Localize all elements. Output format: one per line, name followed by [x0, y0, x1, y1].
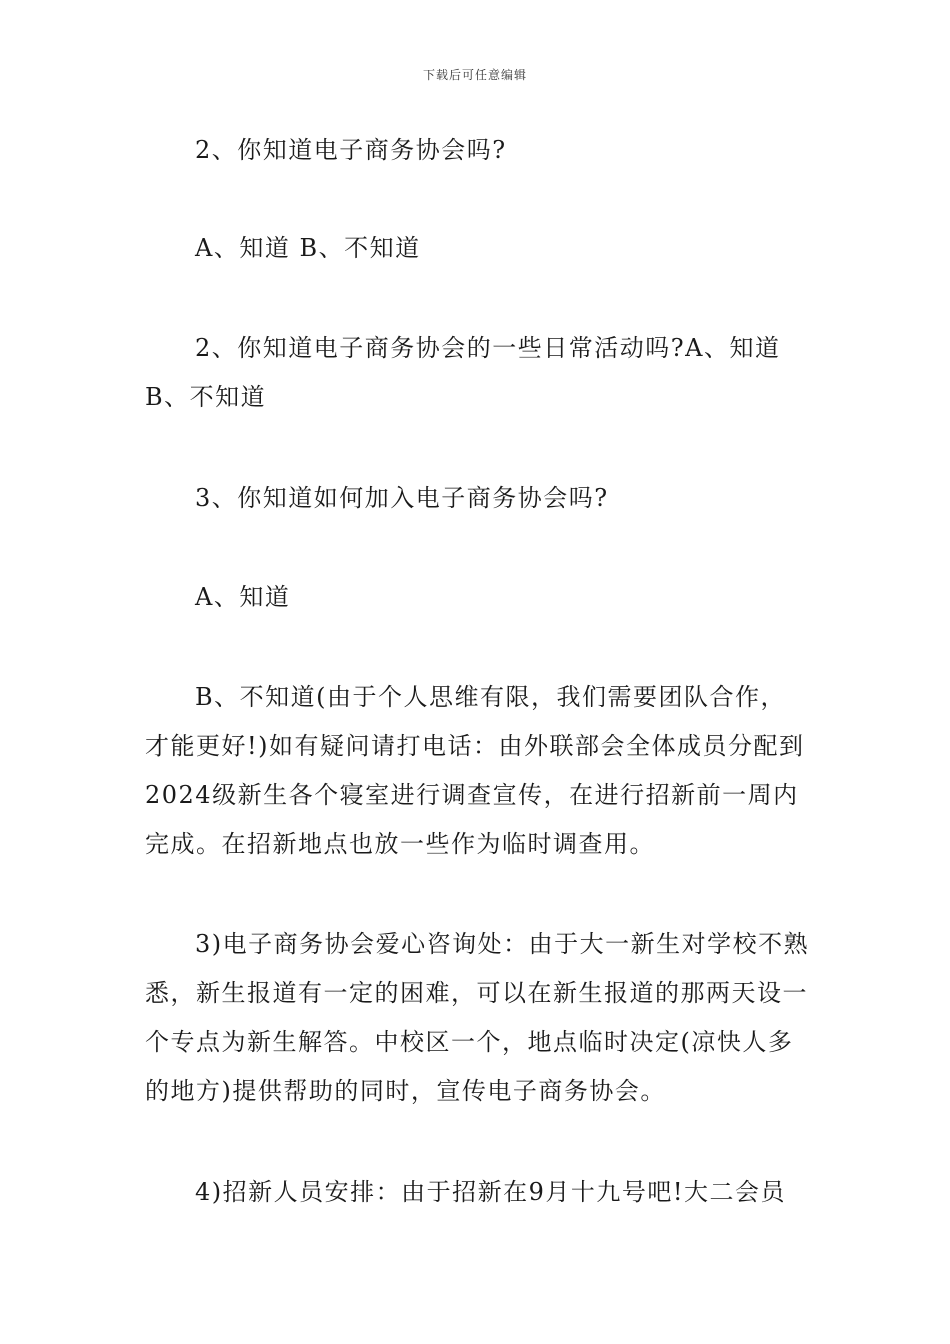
question-2-text: 2、你知道电子商务协会吗?: [195, 136, 507, 164]
recruitment-staff-paragraph: 4)招新人员安排：由于招新在9月十九号吧!大二会员: [195, 1178, 787, 1206]
question-3-option-b-paragraph: B、不知道(由于个人思维有限，我们需要团队合作，才能更好!)如有疑问请打电话：由外联部会全体成员分配到2024级新生各个寝室进行调查宣传，在进行招新前一周内完成。在招新地点也放一些作为临时调查用。: [145, 683, 805, 858]
question-3-text: 3、你知道如何加入电子商务协会吗?: [195, 484, 609, 512]
consultation-desk-paragraph: 3)电子商务协会爱心咨询处：由于大一新生对学校不熟悉，新生报道有一定的困难，可以在新生报道的那两天设一个专点为新生解答。中校区一个，地点临时决定(凉快人多的地方)提供帮助的同时，宣传电子商务协会。: [145, 930, 810, 1105]
question-2b-text: 2、你知道电子商务协会的一些日常活动吗?A、知道 B、不知道: [145, 334, 781, 411]
page-header: 下载后可任意编辑: [422, 68, 527, 82]
question-3-option-a: A、知道: [195, 583, 291, 611]
question-2-options: A、知道 B、不知道: [195, 234, 421, 262]
